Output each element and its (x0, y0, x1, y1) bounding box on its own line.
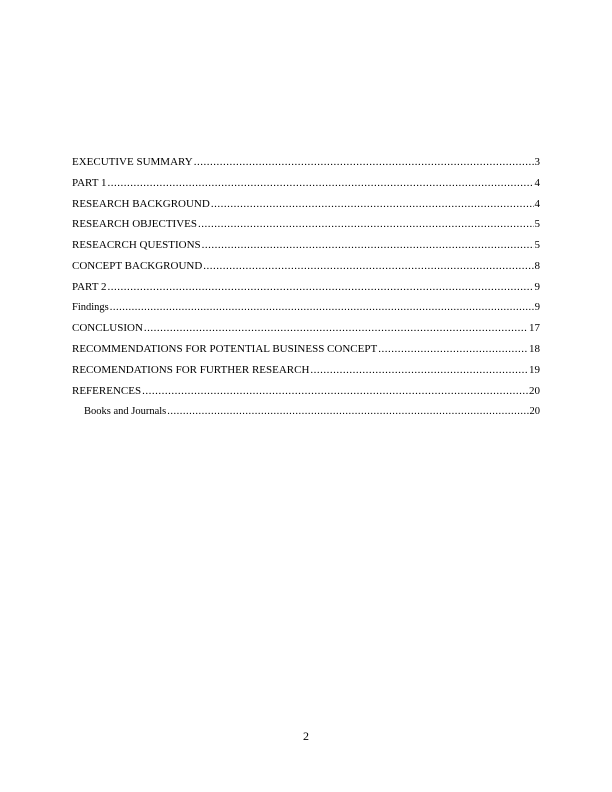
toc-entry-label: CONCEPT BACKGROUND (72, 259, 203, 272)
toc-entry-page: 9 (534, 301, 540, 313)
page-number: 2 (303, 729, 309, 743)
toc-leader-dots (203, 259, 533, 273)
toc-entry-page: 18 (529, 343, 540, 356)
toc-entry-label: PART 1 (72, 176, 107, 189)
toc-entry-page: 20 (529, 384, 540, 397)
toc-entry-research-background[interactable] (72, 197, 540, 218)
toc-entry-research-objectives[interactable] (72, 217, 540, 238)
toc-leader-dots (310, 363, 528, 377)
toc-leader-dots (144, 321, 528, 335)
toc-entry-label: RESEACRCH QUESTIONS (72, 239, 201, 252)
toc-entry-label: RESEARCH OBJECTIVES (72, 218, 197, 231)
toc-leader-dots (194, 155, 534, 169)
toc-entry-label: Books and Journals (84, 405, 167, 417)
toc-entry-label: PART 2 (72, 280, 107, 293)
toc-entry-label: REFERENCES (72, 384, 142, 397)
toc-entry-references[interactable] (72, 384, 540, 405)
toc-entry-books-and-journals[interactable] (72, 405, 540, 426)
toc-leader-dots (108, 280, 534, 294)
toc-entry-page: 20 (529, 405, 540, 417)
toc-entry-page: 9 (534, 280, 540, 293)
toc-entry-page: 4 (534, 176, 540, 189)
toc-leader-dots (198, 217, 534, 231)
toc-entry-part-2[interactable] (72, 280, 540, 301)
toc-entry-findings[interactable] (72, 301, 540, 322)
toc-leader-dots (142, 384, 528, 398)
toc-entry-conclusion[interactable] (72, 321, 540, 342)
toc-leader-dots (202, 238, 534, 252)
toc-entry-recommendations-further-research[interactable] (72, 363, 540, 384)
toc-entry-page: 19 (529, 363, 540, 376)
toc-entry-label: RECOMMENDATIONS FOR POTENTIAL BUSINESS CONCEPT (72, 343, 378, 356)
toc-leader-dots (108, 176, 534, 190)
toc-entry-label: CONCLUSION (72, 322, 143, 335)
toc-entry-recommendations-business-concept[interactable] (72, 342, 540, 363)
toc-entry-page: 4 (534, 197, 540, 210)
toc-entry-page: 8 (534, 259, 540, 272)
toc-entry-label: EXECUTIVE SUMMARY (72, 156, 193, 168)
toc-entry-part-1[interactable] (72, 176, 540, 197)
toc-entry-page: 3 (534, 156, 540, 168)
toc-leader-dots (211, 197, 534, 211)
toc-entry-research-questions[interactable] (72, 238, 540, 259)
toc-entry-label: RECOMENDATIONS FOR FURTHER RESEARCH (72, 363, 310, 376)
toc-entry-label: Findings (72, 301, 109, 313)
toc-leader-dots (167, 405, 528, 419)
toc-entry-page: 17 (529, 322, 540, 335)
toc-entry-page: 5 (534, 218, 540, 231)
toc-entry-label: RESEARCH BACKGROUND (72, 197, 210, 210)
toc-entry-concept-background[interactable] (72, 259, 540, 280)
toc-entry-executive-summary[interactable] (72, 155, 540, 176)
toc-leader-dots (378, 342, 528, 356)
toc-entry-page: 5 (534, 239, 540, 252)
toc-leader-dots (110, 301, 534, 315)
table-of-contents (72, 155, 540, 425)
